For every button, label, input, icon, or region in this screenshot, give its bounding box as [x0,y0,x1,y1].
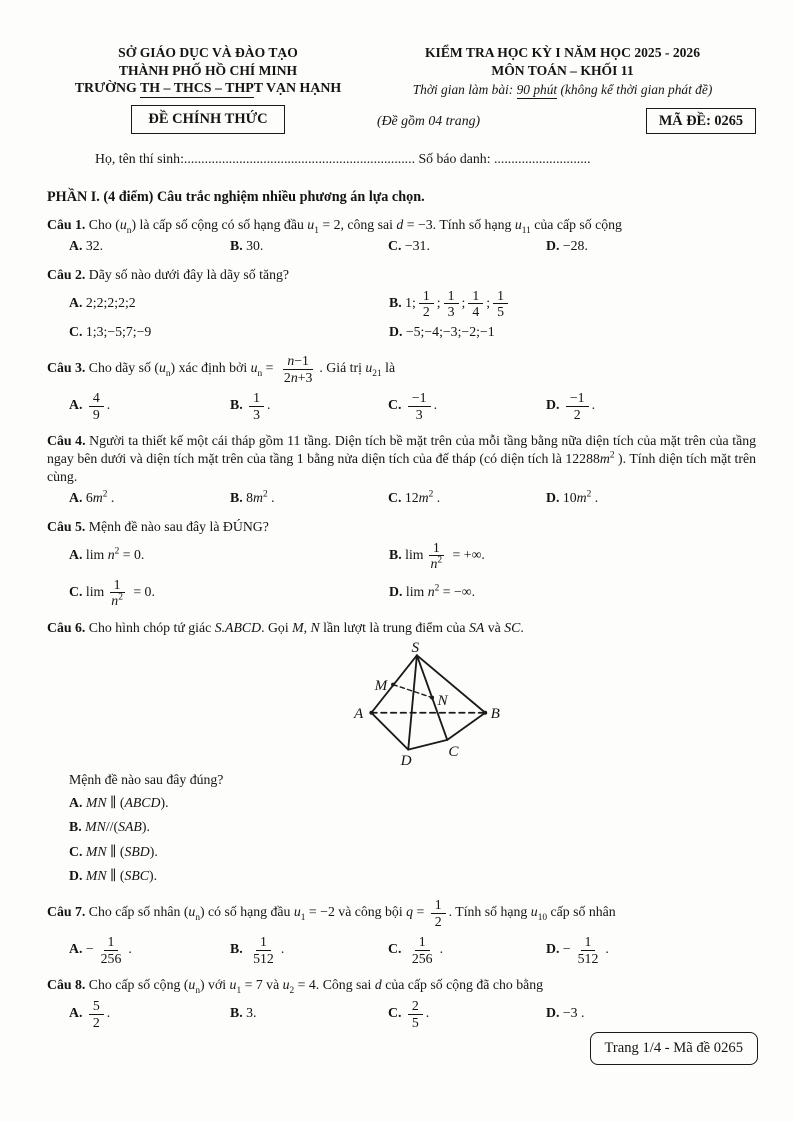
math-fraction: $\frac{1}{2}$ [419,288,434,320]
math-var: u [158,360,166,376]
q5-option-A [69,546,389,566]
option-label: D. [546,941,560,957]
option-text: −5;−4;−3;−2;−1 [402,324,495,340]
math-fraction: $\frac{1}{256}$ [411,934,433,966]
option-text: lim $\frac{1}{n^2}$ = 0. [82,576,155,609]
math-fraction: $\frac{1}{n^2}$ [111,576,123,609]
option-label: D. [546,1005,560,1020]
superscript: 2 [262,489,268,500]
question-1-options [69,237,756,257]
option-label: B. [230,397,243,413]
bold-run: Câu 2. [47,266,86,282]
math-fraction: $\frac{1}{5}$ [493,288,508,320]
header-right [369,44,756,134]
page-footer-box: Trang 1/4 - Mã đề 0265 [590,1032,759,1065]
q3-option-C [388,389,546,423]
math-var: u [365,360,373,376]
subscript: 21 [372,369,382,380]
bold-run: Câu 6. [47,619,86,635]
candidate-name-dots: ................................................................... [183,151,416,167]
option-label: C. [69,324,83,340]
math-var: u [119,216,127,232]
math-var: n [290,369,298,385]
time-post: (không kể thời gian phát đề) [557,82,713,98]
q8-option-C [388,997,546,1031]
option-text: $12m^2$ . [401,489,441,505]
q8-option-D [546,1004,756,1024]
math-var: MN [85,794,107,810]
math-var: n [430,556,438,572]
question-8-options [69,997,756,1031]
q4-option-D [546,489,756,509]
superscript: 2 [434,583,440,594]
subscript: 1 [314,225,319,236]
math-fraction: $\frac{1}{512}$ [577,934,599,966]
question-3 [47,352,756,423]
math-fraction: $\frac{1}{3}$ [444,288,459,320]
pyramid-figure [342,639,756,772]
header [47,44,756,134]
option-text: MN//(SAB). [85,819,150,835]
question-8-stem: Câu 8. Cho cấp số cộng $(u_n)$ với $u_1 = 7$ và $u_2 = 4$. Công sai d của cấp số cộng đã cho bằng [47,977,544,996]
bold-run: Câu 5. [47,518,86,534]
vertex-label-N: N [437,691,448,709]
q3-option-B [230,389,388,423]
option-text: $\frac{1}{256}$ . [401,941,443,956]
q5-option-D [389,583,756,603]
math-fraction: $\frac{-1}{2}$ [566,390,589,422]
option-label: D. [546,489,560,505]
q7-option-B [230,933,388,967]
header-left [47,44,369,134]
math-var: MN [85,868,107,884]
department-line1: SỞ GIÁO DỤC VÀ ĐÀO TẠO [118,45,298,60]
math-var: S.ABCD [214,619,262,635]
option-text: − $\frac{1}{512}$ . [559,934,609,966]
option-label: C. [69,583,83,599]
math-var: MN [85,843,107,859]
option-text: $\frac{1}{512}$ . [243,941,285,956]
option-text: $\frac{4}{9}$ . [82,397,110,412]
option-text: 1; $\frac{1}{2}$ ; $\frac{1}{3}$ ; $\frac{1}{4}$ ; $\frac{1}{5}$ [402,295,511,310]
bold-run: Câu 7. [47,904,86,920]
math-var: m [253,489,263,505]
option-text: MN ∥ (ABCD). [85,794,169,810]
exam-code-box: MÃ ĐỀ: 0265 [646,108,756,135]
math-var: u [514,216,522,232]
question-4 [47,432,756,509]
math-var: m [599,451,610,467]
option-label: A. [69,237,83,253]
q7-option-D [546,933,756,967]
option-label: B. [389,294,402,310]
question-5 [47,518,756,610]
superscript: 2 [437,555,443,566]
q4-option-A [69,489,230,509]
part1-title: PHẦN I. (4 điểm) Câu trắc nghiệm nhiều phương án lựa chọn. [47,189,425,206]
question-4-stem: Câu 4. Người ta thiết kế một cái tháp gồm 11 tầng. Diện tích bề mặt trên của mỗi tầng bằng nữa diện tích của mặt trên của tầng ngay bên dưới và diện tích mặt trên của tầng 1 bằng nửa diện tích của đế tháp (có diện tích là $12288m^2$ ). Tính diện tích mặt trên cùng. [47,433,756,485]
math-fraction: $\frac{n-1}{2n+3}$ [283,353,313,385]
q6-option-C [69,843,756,863]
q4-option-B [230,489,388,509]
option-text: $10m^2$ . [559,489,599,505]
option-text: $\lim n^2 = 0$. [82,546,145,562]
candidate-id-label: Số báo danh: [415,151,494,167]
math-var: SC [504,619,521,635]
question-5-options [69,539,756,610]
option-label: C. [388,489,402,505]
superscript: 2 [586,489,592,500]
math-var: SA [468,619,485,635]
subscript: n [126,225,132,236]
vertex-label-M: M [374,676,388,694]
option-text: −31. [401,237,430,253]
math-var: u [293,904,301,920]
math-fraction: $\frac{2}{5}$ [408,998,423,1030]
q7-option-A [69,933,230,967]
pages-note: (Đề gồm 04 trang) [377,113,481,129]
math-var: u [282,977,290,993]
math-fraction: $\frac{1}{n^2}$ [430,539,443,572]
option-label: A. [69,1005,83,1021]
option-label: C. [388,941,402,957]
question-6-subtext: Mệnh đề nào sau đây đúng? [69,772,224,788]
bold-run: Câu 1. [47,216,86,232]
option-text: $\frac{1}{3}$ . [243,397,271,412]
math-fraction: $\frac{1}{512}$ [253,934,274,966]
option-label: A. [69,794,83,810]
option-text: $8m^2$ . [242,489,275,505]
school-name-underlined: TH – THCS – THP [140,81,254,97]
option-text: −3 . [559,1005,585,1020]
subscript: 1 [300,913,306,924]
vertex-label-S: S [411,638,420,656]
q2-option-B [389,287,756,321]
math-var: n [287,353,295,369]
option-text: $\frac{2}{5}$ . [401,1005,429,1020]
math-var: n [107,546,115,562]
q3-option-D [546,389,756,423]
q8-option-A [69,997,230,1031]
subscript: n [165,369,171,380]
math-var: d [396,216,404,232]
option-label: D. [389,324,403,340]
math-var: u [188,904,196,920]
option-text: −28. [559,237,588,253]
superscript: 2 [609,450,615,461]
question-2-options [69,287,756,344]
math-var: q [406,904,414,920]
option-text: $\frac{-1}{2}$ . [559,397,595,412]
option-label: A. [69,941,83,957]
math-var: M [292,619,304,635]
q6-option-A [69,794,756,814]
q1-option-D [546,237,756,257]
option-label: D. [546,237,560,253]
option-text: $6m^2$ . [82,489,115,505]
option-label: B. [389,546,402,562]
math-var: m [92,489,103,505]
subscript: 1 [236,985,242,996]
option-label: C. [388,1005,402,1021]
math-var: MN [85,819,106,835]
question-7-options [69,933,756,967]
bold-run: Câu 4. [47,433,86,449]
option-text: 3. [242,1005,257,1020]
department-line2: THÀNH PHỐ HỒ CHÍ MINH [118,62,298,78]
math-fraction: $\frac{1}{256}$ [100,934,122,966]
math-fraction: $\frac{1}{3}$ [249,390,264,422]
q2-option-C [69,323,389,343]
math-var: d [374,977,382,993]
superscript: 2 [118,592,123,603]
subscript: n [195,913,201,924]
option-label: A. [69,397,83,413]
q8-option-B [230,1004,388,1024]
candidate-line [47,150,756,168]
option-text: MN ∥ (SBC). [85,868,158,884]
question-4-options [69,489,756,509]
option-label: A. [69,489,83,505]
option-label: B. [69,819,82,835]
option-label: B. [230,941,243,957]
option-label: B. [230,1005,243,1020]
subscript: 2 [289,985,295,996]
math-var: u [188,977,196,993]
subscript: 10 [537,913,548,924]
math-fraction: $\frac{-1}{3}$ [408,390,431,422]
header-row2 [369,108,756,135]
question-6-stem: Câu 6. Cho hình chóp tứ giác S.ABCD. Gọi M, N lần lượt là trung điểm của SA và SC. [47,619,524,635]
option-label: C. [69,843,83,859]
math-var: m [418,489,429,505]
option-text: 2;2;2;2;2 [82,294,136,310]
option-label: A. [69,546,83,562]
question-2-stem: Câu 2. Dãy số nào dưới đây là dãy số tăng? [47,266,290,282]
subscript: n [195,985,201,996]
math-fraction: $\frac{5}{2}$ [89,998,104,1030]
math-var: m [576,489,587,505]
option-text: lim $\frac{1}{n^2}$ = +∞. [401,539,485,572]
option-text: 32. [82,237,104,253]
official-exam-box: ĐỀ CHÍNH THỨC [131,105,284,134]
q3-option-A [69,389,230,423]
option-label: C. [388,397,402,413]
math-var: n [427,583,435,599]
pyramid-svg [342,639,520,767]
question-6-options [69,794,756,888]
question-3-options [69,389,756,423]
math-fraction: $\frac{4}{9}$ [89,390,104,422]
superscript: 2 [114,546,120,557]
school-name [47,80,369,98]
option-text: 1;3;−5;7;−9 [82,324,152,340]
q5-option-C [69,576,389,610]
subscript: n [257,369,263,380]
q4-option-C [388,489,546,509]
option-label: B. [230,237,243,253]
math-var: u [250,360,258,376]
math-fraction: $\frac{1}{4}$ [468,288,483,320]
option-label: D. [546,397,560,413]
option-label: D. [389,583,403,599]
time-line [369,81,756,98]
math-var: n [111,593,119,609]
option-label: D. [69,868,83,884]
option-label: B. [230,489,243,505]
q1-option-B [230,237,388,257]
question-2 [47,266,756,344]
superscript: 2 [428,489,434,500]
exam-title: KIỂM TRA HỌC KỲ I NĂM HỌC 2025 - 2026 [424,45,701,60]
q6-option-D [69,867,756,887]
q7-option-C [388,933,546,967]
q5-option-B [389,539,756,573]
superscript: 2 [102,489,108,500]
vertex-label-A: A [353,704,364,722]
subscript: 11 [521,225,531,236]
option-text: $\frac{-1}{3}$ . [401,397,437,412]
option-text: − $\frac{1}{256}$ . [82,934,132,966]
bold-run: Câu 8. [47,977,86,993]
school-name-pre: TRƯỜNG [74,81,140,97]
school-name-post: T VẠN HẠNH [253,81,342,97]
bold-run: Câu 3. [47,360,86,376]
question-7 [47,896,756,967]
option-text: MN ∥ (SBD). [85,843,158,859]
option-text: 30. [242,237,264,253]
q6-option-B [69,818,756,838]
subject-line: MÔN TOÁN – KHỐI 11 [491,62,634,78]
q2-option-A [69,294,389,314]
math-var: N [310,619,320,635]
question-1-stem: Câu 1. Cho $(u_n)$ là cấp số cộng có số hạng đầu $u_1 = 2$, công sai d = −3. Tính số hạng $u_{11}$ của cấp số cộng [47,216,622,236]
candidate-name-label: Họ, tên thí sinh: [95,151,184,167]
q1-option-A [69,237,230,257]
vertex-label-B: B [490,704,500,722]
math-var: ABCD [124,794,161,810]
option-text: $\lim n^2$ = −∞. [402,583,476,599]
time-underlined: 90 phút [516,82,558,98]
math-var: SAB [118,819,142,835]
math-fraction: $\frac{1}{2}$ [431,897,446,929]
math-var: SBD [124,843,150,859]
question-6 [47,619,756,888]
option-label: A. [69,294,83,310]
math-var: u [307,216,315,232]
option-label: C. [388,237,402,253]
vertex-label-C: C [448,742,459,760]
question-5-stem: Câu 5. Mệnh đề nào sau đây là ĐÚNG? [47,518,269,534]
question-3-stem: Câu 3. Cho dãy số $(u_n)$ xác định bởi $u_n$ = $\frac{n-1}{2n+3}$ . Giá trị $u_{21}$ là [47,353,396,385]
option-text: $\frac{5}{2}$ . [82,1005,110,1020]
question-7-stem: Câu 7. Cho cấp số nhân $(u_n)$ có số hạng đầu $u_1 = -2$ và công bội q = $\frac{1}{2}$ . Tính số hạng $u_{10}$ cấp số nhân [47,897,616,929]
math-var: u [530,904,538,920]
question-8 [47,976,756,1031]
q1-option-C [388,237,546,257]
question-1 [47,216,756,257]
candidate-id-dots: ............................ [493,151,591,167]
time-pre: Thời gian làm bài: [412,82,517,98]
math-var: u [229,977,237,993]
q2-option-D [389,323,756,343]
math-var: SBC [124,868,149,884]
vertex-label-D: D [400,751,412,767]
